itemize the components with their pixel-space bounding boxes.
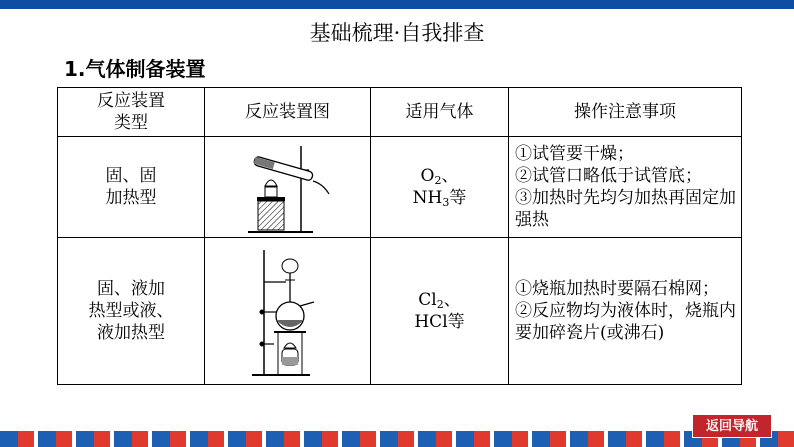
- solid-heating-apparatus-diagram: [243, 140, 333, 234]
- table-header-row: [58, 88, 742, 137]
- page-header: 基础梳理·自我排查: [309, 21, 485, 45]
- row2-note-2: ②反应物均为液体时，烧瓶内要加碎瓷片(或沸石): [515, 301, 736, 343]
- subscript-2: 2: [436, 298, 444, 311]
- gas-formula-o2: O: [420, 166, 435, 186]
- liquid-heating-apparatus-diagram: [248, 244, 328, 378]
- gas-suffix: 等: [449, 188, 467, 208]
- header-type-label: 反应装置类型: [97, 91, 165, 133]
- row2-type-line2: 热型或液、: [88, 301, 174, 321]
- row1-note-2: ②试管口略低于试管底；: [515, 166, 702, 186]
- row2-type-line1: 固、液加: [97, 279, 165, 299]
- row1-type-line2: 加热型: [105, 188, 157, 208]
- table-row: [58, 137, 742, 238]
- separator: 、: [441, 166, 459, 186]
- row2-type-cell: [58, 238, 205, 385]
- row2-diagram-cell: [205, 238, 371, 385]
- row1-note-1: ①试管要干燥；: [515, 144, 634, 164]
- header-cell-diagram: 反应装置图: [205, 88, 371, 137]
- row1-notes-cell: [509, 137, 742, 238]
- row1-gas-line1: [371, 165, 508, 187]
- header-cell-notes: 操作注意事项: [509, 88, 742, 137]
- top-accent-bar: [0, 0, 794, 9]
- header-cell-gas: 适用气体: [371, 88, 509, 137]
- footer-decoration-band: [0, 431, 794, 447]
- row1-gas-cell: [371, 137, 509, 238]
- separator: 、: [443, 290, 461, 310]
- subscript-3: 3: [442, 196, 450, 209]
- row2-gas-line1: [371, 289, 508, 311]
- row1-diagram-cell: [205, 137, 371, 238]
- row2-notes-cell: [509, 238, 742, 385]
- subscript-2: 2: [434, 174, 442, 187]
- gas-formula-nh3: NH: [412, 188, 443, 208]
- header-cell-type: [58, 88, 205, 137]
- row2-note-1: ①烧瓶加热时要隔石棉网；: [515, 279, 719, 299]
- row2-gas-cell: [371, 238, 509, 385]
- row1-type-cell: [58, 137, 205, 238]
- table-row: [58, 238, 742, 385]
- apparatus-table: [57, 87, 742, 385]
- row2-type-line3: 液加热型: [97, 323, 165, 343]
- section-title: 1.气体制备装置: [64, 57, 206, 81]
- row1-type-line1: 固、固: [105, 166, 157, 186]
- gas-formula-cl2: Cl: [418, 290, 437, 310]
- row2-gas-line2: HCl等: [414, 312, 465, 332]
- row1-gas-line2: [371, 187, 508, 209]
- row1-note-3: ③加热时先均匀加热再固定加强热: [515, 188, 736, 230]
- back-to-navigation-button[interactable]: 返回导航: [692, 414, 772, 438]
